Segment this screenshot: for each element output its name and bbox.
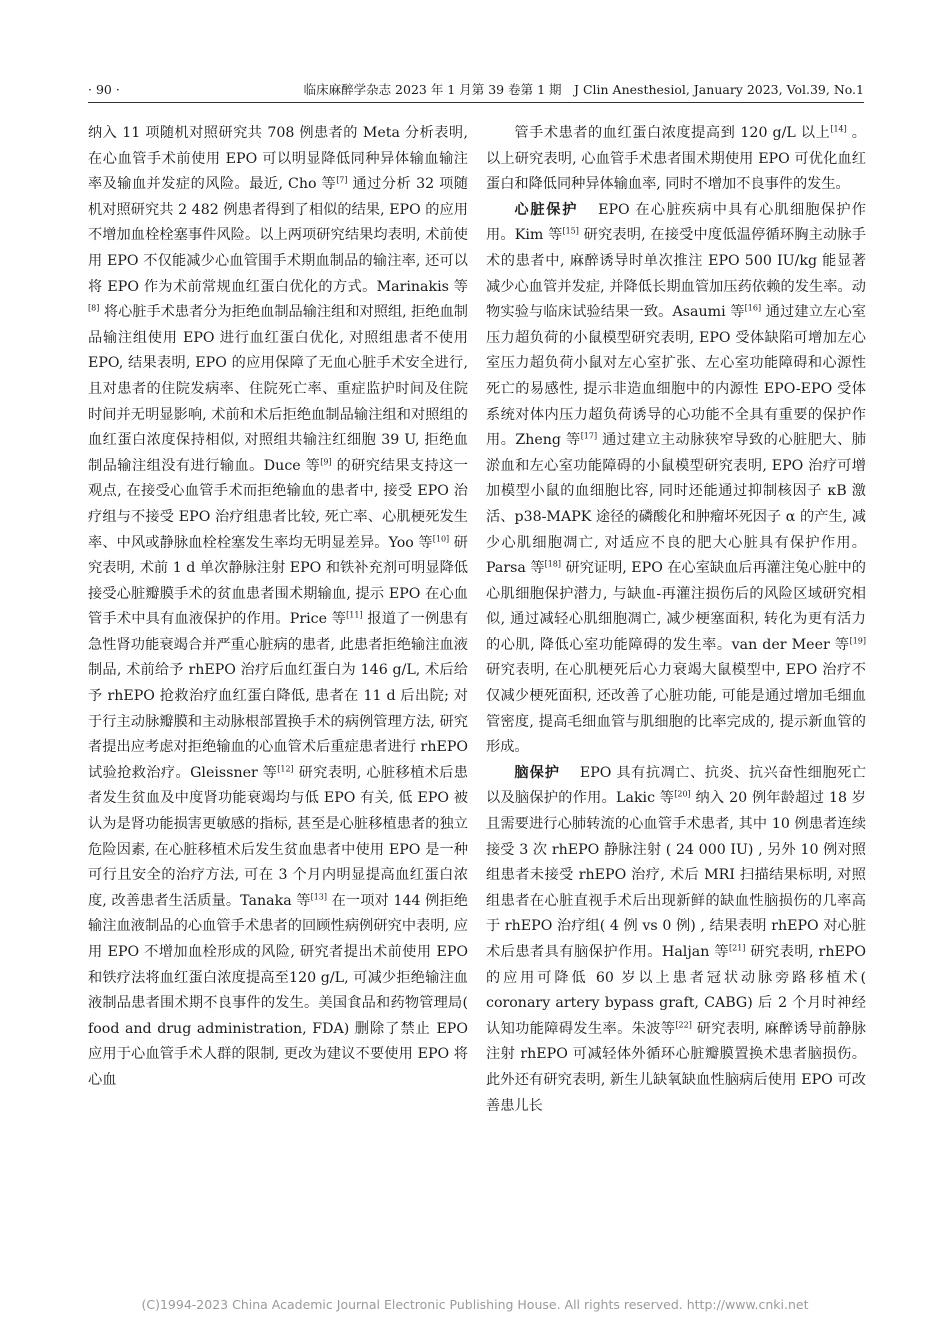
- citation-ref: [11]: [346, 610, 363, 620]
- citation-ref: [14]: [830, 124, 847, 134]
- text-run: 管手术患者的血红蛋白浓度提高到 120 g/L 以上: [514, 125, 831, 141]
- brain-body-text: [486, 765, 866, 1114]
- text-run: 报道了一例患有急性肾功能衰竭合并严重心脏病的患者, 此患者拒绝输注血液制品, 术前给予 rhEPO 治疗后血红蛋白为 146 g/L, 术后给予 rhEPO 抢救治疗血红蛋白降低, 患者在 11 d 后出院; 对于行主动脉瓣膜和主动脉根部置换手术的病例管理方法, 研究者提出应考虑对拒绝输血的心血管术后重症患者进行 rhEPO 试验抢救治疗。Gleissner 等: [88, 611, 469, 781]
- citation-ref: [22]: [675, 1020, 692, 1030]
- text-run: 研究表明, 在接受中度低温停循环胸主动脉手术的患者中, 麻醉诱导时单次推注 EPO 500 IU/kg 能显著减少心血管并发症, 并降低长期血管加压药依赖的发生率。动物实验与临床试验结果一致。Asaumi 等: [486, 227, 866, 321]
- running-header: [88, 80, 864, 100]
- text-run: 的研究结果支持这一观点, 在接受心血管手术而拒绝输血的患者中, 接受 EPO 治疗组与不接受 EPO 治疗组患者比较, 死亡率、心肌梗死发生率、中风或静脉血栓栓塞发生率均无明显差异。Yoo 等: [88, 457, 468, 551]
- citation-ref: [12]: [277, 764, 294, 774]
- left-column: [88, 121, 468, 1094]
- text-run: 将心脏手术患者分为拒绝血制品输注组和对照组, 拒绝血制品输注组使用 EPO 进行血红蛋白优化, 对照组患者不使用 EPO, 结果表明, EPO 的应用保障了无血心脏手术安全进行, 且对患者的住院发病率、住院死亡率、重症监护时间及住院时间并无明显影响, 术前和术后拒绝血制品输注组和对照组的血红蛋白浓度保持相似, 对照组共输注红细胞 39 U, 拒绝血制品输注组没有进行输血。Duce 等: [88, 304, 468, 474]
- text-run: 研究表明, 麻醉诱导前静脉注射 rhEPO 可减轻体外循环心脏瓣膜置换术患者脑损伤。此外还有研究表明, 新生儿缺氧缺血性脑病后使用 EPO 可改善患儿长: [486, 1020, 866, 1114]
- citation-ref: [21]: [728, 943, 746, 953]
- text-run: 通过分析 32 项随机对照研究共 2 482 例患者得到了相似的结果, EPO 的应用不增加血栓栓塞事件风险。以上两项研究结果均表明, 术前使用 EPO 不仅能减少心血管围手术期血制品的输注率, 还可以将 EPO 作为术前常规血红蛋白优化的方式。Marinakis 等: [88, 176, 468, 295]
- text-run: 。以上研究表明, 心血管手术患者围术期使用 EPO 可优化血红蛋白和降低同种异体输血率, 同时不增加不良事件的发生。: [486, 125, 866, 193]
- heart-body-text: [486, 202, 866, 755]
- citation-ref: [15]: [562, 226, 579, 236]
- section-heading-heart: 心脏保护: [514, 201, 579, 218]
- right-column: [486, 121, 866, 1119]
- text-run: 研究表明, 术前 1 d 单次静脉注射 EPO 和铁补充剂可明显降低接受心脏瓣膜手术的贫血患者围术期输血, 提示 EPO 在心血管手术中具有血液保护的作用。Price 等: [88, 534, 468, 628]
- text-run: EPO 具有抗凋亡、抗炎、抗兴奋性细胞死亡以及脑保护的作用。Lakic 等: [486, 764, 866, 807]
- text-run: 研究表明, 心脏移植术后患者发生贫血及中度肾功能衰竭均与低 EPO 有关, 低 EPO 被认为是肾功能损害更敏感的指标, 甚至是心脏移植患者的独立危险因素, 在心脏移植术后发生贫血患者中使用 EPO 是一种可行且安全的治疗方法, 可在 3 个月内明显提高血红蛋白浓度, 改善患者生活质量。Tanaka 等: [88, 764, 468, 909]
- section-heading-brain: 脑保护: [514, 764, 561, 781]
- text-run: 纳入 20 例年龄超过 18 岁且需要进行心肺转流的心血管手术患者, 其中 10 例患者连续接受 3 次 rhEPO 静脉注射 ( 24 000 IU) , 另外 10 例对照组患者未接受 rhEPO 治疗, 术后 MRI 扫描结果标明, 对照组患者在心脏直视手术后出现新鲜的缺血性脑损伤的几率高于 rhEPO 治疗组( 4 例 vs 0 例) , 结果表明 rhEPO 对心脏术后患者具有脑保护作用。Haljan 等: [486, 790, 866, 960]
- copyright-footer: (C)1994-2023 China Academic Journal Electronic Publishing House. All rights reserved. http://www.cnki.net: [141, 1297, 809, 1312]
- text-run: 通过建立左心室压力超负荷的小鼠模型研究表明, EPO 受体缺陷可增加左心室压力超负荷小鼠对左心室扩张、左心室功能障碍和心源性死亡的易感性, 提示非造血细胞中的内源性 EPO-EPO 受体系统对体内压力超负荷诱导的心功能不全具有重要的保护作用。Zheng 等: [486, 304, 866, 449]
- text-run: 研究证明, EPO 在心室缺血后再灌注兔心脏中的心肌细胞保护潜力, 与缺血-再灌注损伤后的风险区域研究相似, 通过减轻心肌细胞凋亡, 减少梗塞面积, 转化为更有活力的心肌, 降低心室功能障碍的发生率。van der Meer 等: [486, 560, 866, 653]
- left-body-text: [88, 121, 468, 1094]
- text-run: 纳入 11 项随机对照研究共 708 例患者的 Meta 分析表明, 在心血管手术前使用 EPO 可以明显降低同种异体输血输注率及输血并发症的风险。最近, Cho 等: [88, 125, 468, 193]
- heart-protection-paragraph: [486, 198, 866, 761]
- citation-ref: [9]: [320, 456, 332, 466]
- text-run: 通过建立主动脉狭窄导致的心脏肥大、肺淤血和左心室功能障碍的小鼠模型研究表明, EPO 治疗可增加模型小鼠的血细胞比容, 同时还能通过抑制核因子 κB 激活、p38-MAPK 途径的磷酸化和肿瘤坏死因子 α 的产生, 减少心肌细胞凋亡, 对适应不良的肥大心脏具有保护作用。Parsa 等: [486, 432, 866, 577]
- citation-ref: [20]: [674, 789, 691, 799]
- citation-ref: [17]: [580, 431, 598, 441]
- text-run: 研究表明, 在心肌梗死后心力衰竭大鼠模型中, EPO 治疗不仅减少梗死面积, 还改善了心脏功能, 可能是通过增加毛细血管密度, 提高毛细血管与肌细胞的比率完成的, 提示新血管的形成。: [486, 662, 866, 756]
- right-intro-paragraph: [486, 121, 866, 198]
- header-rule: [88, 102, 864, 103]
- citation-ref: [8]: [88, 303, 100, 313]
- page-number: · 90 ·: [88, 82, 120, 97]
- text-run: 在一项对 144 例拒绝输注血液制品的心血管手术患者的回顾性病例研究中表明, 应用 EPO 不增加血栓形成的风险, 研究者提出术前使用 EPO 和铁疗法将血红蛋白浓度提高至120 g/L, 可减少拒绝输注血液制品患者围术期不良事件的发生。美国食品和药物管理局( food and drug administration, FDA) 删除了禁止 EPO 应用于心血管手术人群的限制, 更改为建议不要使用 EPO 将心血: [88, 892, 468, 1088]
- citation-ref: [10]: [432, 533, 450, 543]
- citation-ref: [18]: [544, 559, 562, 569]
- citation-ref: [13]: [310, 892, 327, 902]
- brain-protection-paragraph: [486, 761, 866, 1119]
- text-run: EPO 在心脏疾病中具有心肌细胞保护作用。Kim 等: [486, 201, 866, 244]
- journal-citation: 临床麻醉学杂志 2023 年 1 月第 39 卷第 1 期 J Clin Anesthesiol, January 2023, Vol.39, No.1: [303, 82, 864, 97]
- text-run: 研究表明, rhEPO 的应用可降低 60 岁以上患者冠状动脉旁路移植术( coronary artery bypass graft, CABG) 后 2 个月时神经认知功能障碍发生率。朱波等: [486, 944, 866, 1037]
- citation-ref: [7]: [336, 175, 348, 185]
- citation-ref: [19]: [849, 636, 866, 646]
- citation-ref: [16]: [744, 303, 762, 313]
